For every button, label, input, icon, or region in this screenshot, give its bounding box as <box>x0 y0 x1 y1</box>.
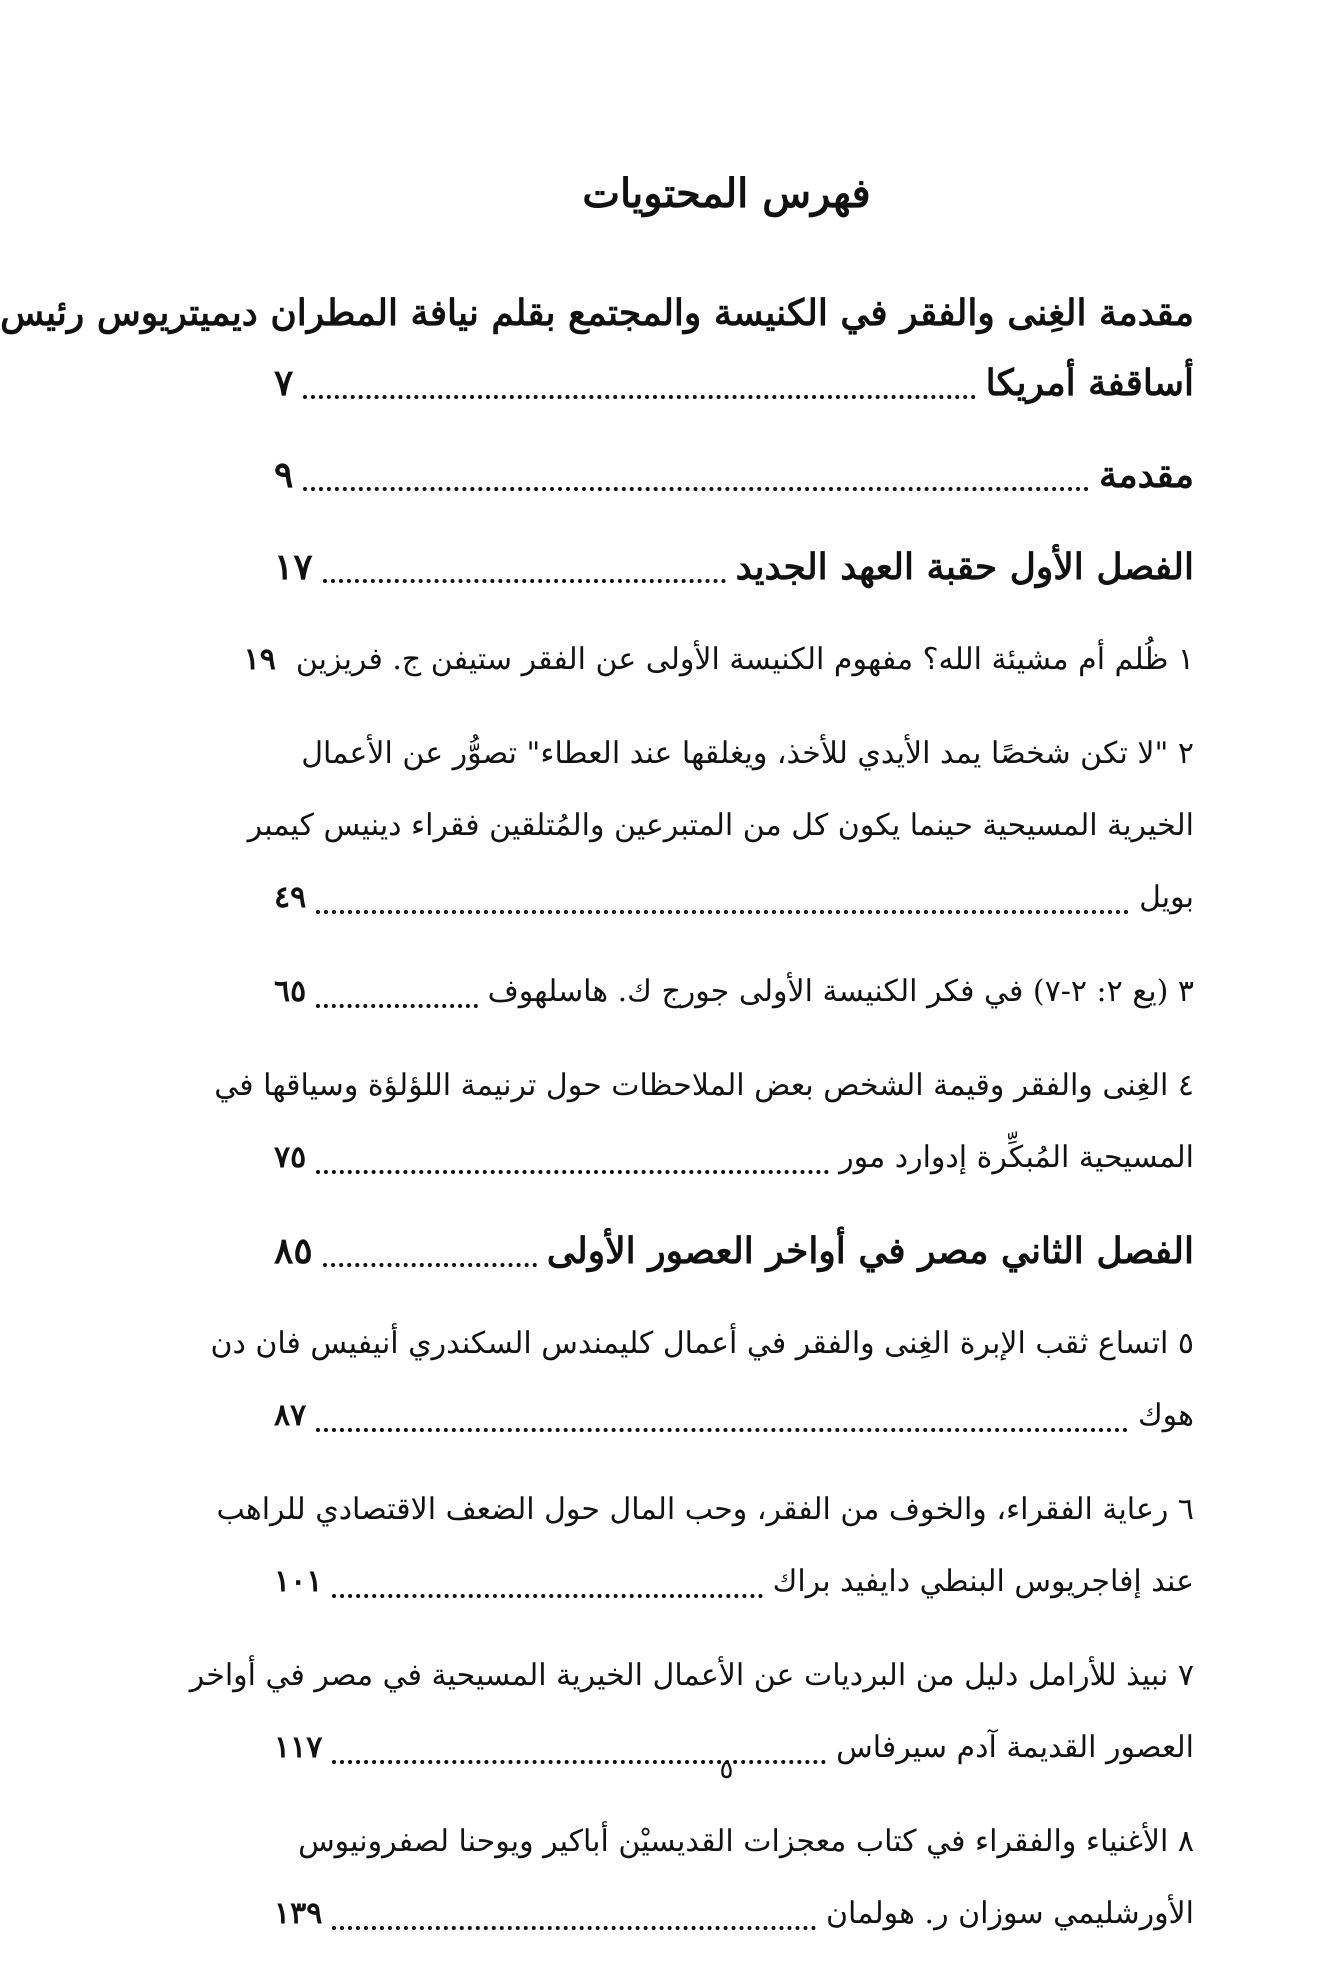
toc-entry-title: الفصل الثاني مصر في أواخر العصور الأولى <box>546 1230 1194 1272</box>
dot-leader <box>332 1594 762 1598</box>
dot-leader <box>323 579 726 583</box>
toc-entry-title: أساقفة أمريكا <box>985 362 1194 404</box>
toc-entry-title: ٣ (يع ٢: ٢-٧) في فكر الكنيسة الأولى جورج ك. هاسلهوف <box>487 974 1194 1009</box>
toc-entry-lines <box>243 624 1194 696</box>
toc-entry-lines <box>274 1806 1194 1950</box>
toc-page-number: ١٣٩ <box>274 1896 323 1931</box>
toc-entry-lines <box>274 440 1194 510</box>
toc-page-number: ١٩ <box>243 642 276 677</box>
toc-entry[interactable] <box>0 278 1194 418</box>
toc-entry-title: مقدمة <box>1099 454 1194 496</box>
toc-entry-lines <box>247 718 1194 934</box>
dot-leader <box>303 395 975 399</box>
toc-entry-line: ٧ نبيذ للأرامل دليل من البرديات عن الأعمال الخيرية المسيحية في مصر في أواخر <box>189 1658 1194 1693</box>
toc-entry-leader-line <box>274 1122 1194 1194</box>
toc-entry-lines <box>214 1050 1194 1194</box>
toc-entry-leader-line <box>274 348 1194 418</box>
toc-chapter-entry[interactable] <box>247 718 1194 934</box>
toc-entry-lines <box>274 532 1194 602</box>
toc-entry-line: مقدمة الغِنى والفقر في الكنيسة والمجتمع بقلم نيافة المطران ديميتريوس رئيس <box>0 292 1194 334</box>
toc-chapter-entry[interactable] <box>243 624 1194 696</box>
dot-leader <box>316 1170 829 1174</box>
toc-chapter-entry[interactable] <box>210 1308 1194 1452</box>
toc-entry-line: ٨ الأغنياء والفقراء في كتاب معجزات القديسيْن أباكير ويوحنا لصفرونيوس <box>298 1824 1194 1859</box>
toc-part-entry[interactable] <box>274 532 1194 602</box>
toc-entry-title: هوك <box>1137 1398 1194 1433</box>
toc-entry-leader-line <box>274 862 1194 934</box>
dot-leader <box>316 1428 1128 1432</box>
toc-chapter-entry[interactable] <box>274 956 1194 1028</box>
toc-entry-title: بويل <box>1139 880 1194 915</box>
toc-entry-title: العصور القديمة آدم سيرفاس <box>836 1730 1194 1765</box>
toc-page-number: ٩ <box>274 454 294 496</box>
table-of-contents <box>0 278 1194 1972</box>
toc-entry-line: ٥ اتساع ثقب الإبرة الغِنى والفقر في أعمال كليمندس السكندري أنيفيس فان دن <box>210 1326 1194 1361</box>
toc-page-number: ١١٧ <box>274 1730 323 1765</box>
toc-entry-line: ٤ الغِنى والفقر وقيمة الشخص بعض الملاحظات حول ترنيمة اللؤلؤة وسياقها في <box>214 1068 1194 1103</box>
dot-leader <box>316 1004 477 1008</box>
toc-page-number: ٧ <box>274 362 294 404</box>
toc-entry[interactable] <box>274 440 1194 510</box>
toc-entry-leader-line <box>274 1546 1194 1618</box>
toc-entry-line: ٦ رعاية الفقراء، والخوف من الفقر، وحب المال حول الضعف الاقتصادي للراهب <box>216 1492 1194 1527</box>
toc-entry-leader-line <box>243 624 1194 696</box>
toc-chapter-entry[interactable] <box>274 1806 1194 1950</box>
dot-leader <box>323 1263 537 1267</box>
page-number: ٥ <box>719 1755 734 1785</box>
toc-entry-title: عند إفاجريوس البنطي دايفيد براك <box>772 1564 1194 1599</box>
toc-page-number: ٤٩ <box>274 880 307 915</box>
page-title: فهرس المحتويات <box>582 170 871 217</box>
toc-part-entry[interactable] <box>274 1216 1194 1286</box>
toc-entry-leader-line <box>274 956 1194 1028</box>
toc-entry-leader-line <box>274 1380 1194 1452</box>
toc-chapter-entry[interactable] <box>214 1050 1194 1194</box>
toc-entry-title: ١ ظُلم أم مشيئة الله؟ مفهوم الكنيسة الأولى عن الفقر ستيفن ج. فريزين <box>295 642 1194 677</box>
dot-leader <box>303 487 1089 491</box>
toc-entry-title: الأورشليمي سوزان ر. هولمان <box>826 1896 1194 1931</box>
toc-page-number: ١٠١ <box>274 1564 323 1599</box>
toc-entry-line: الخيرية المسيحية حينما يكون كل من المتبرعين والمُتلقين فقراء دينيس كيمبر <box>247 808 1194 843</box>
toc-entry-leader-line <box>274 532 1194 602</box>
toc-page-number: ٦٥ <box>274 974 307 1009</box>
toc-entry-lines <box>0 278 1194 418</box>
toc-entry-title: الفصل الأول حقبة العهد الجديد <box>735 546 1194 588</box>
toc-entry-line: ٢ "لا تكن شخصًا يمد الأيدي للأخذ، ويغلقها عند العطاء" تصوُّر عن الأعمال <box>301 736 1194 771</box>
toc-chapter-entry[interactable] <box>216 1474 1194 1618</box>
toc-page-number: ١٧ <box>274 546 313 588</box>
toc-entry-leader-line <box>274 440 1194 510</box>
dot-leader <box>316 910 1129 914</box>
toc-entry-lines <box>210 1308 1194 1452</box>
toc-page-number: ٨٧ <box>274 1398 307 1433</box>
toc-entry-lines <box>274 1216 1194 1286</box>
toc-page-number: ٧٥ <box>274 1140 307 1175</box>
toc-entry-leader-line <box>274 1878 1194 1950</box>
dot-leader <box>332 1926 816 1930</box>
toc-entry-lines <box>274 956 1194 1028</box>
toc-entry-leader-line <box>274 1216 1194 1286</box>
toc-page-number: ٨٥ <box>274 1230 313 1272</box>
toc-entry-lines <box>216 1474 1194 1618</box>
toc-entry-title: المسيحية المُبكِّرة إدوارد مور <box>839 1140 1194 1175</box>
